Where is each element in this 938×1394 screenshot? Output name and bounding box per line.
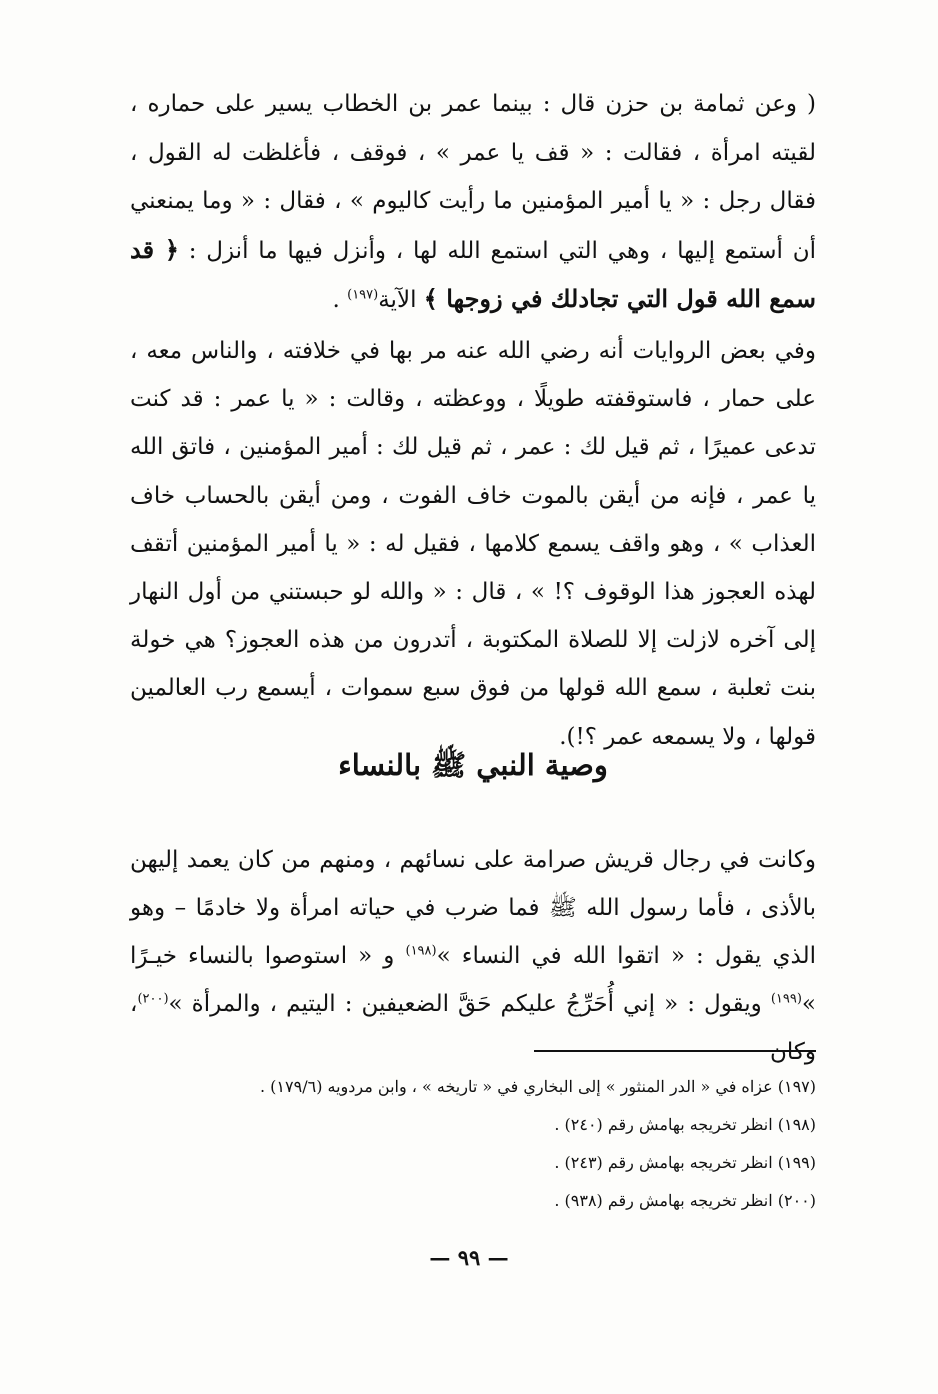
paragraph-text: الآية bbox=[378, 287, 424, 313]
paragraph-text: وكانت في رجال قريش صرامة على نسائهم ، ومنهم من كان يعمد إليهن بالأذى ، فأما رسول الله ﷺ فما ضرب في حياته امرأة ولا خادمًا – وهو الذي يقول : « اتقوا الله في النساء » bbox=[130, 847, 817, 969]
footnote-item: (١٩٨) انظر تخريجه بهامش رقم (٢٤٠) . bbox=[554, 1115, 816, 1134]
paragraph-text: ، وكان bbox=[130, 991, 816, 1065]
footnote-reference: (٢٠٠) bbox=[137, 991, 169, 1007]
paragraph-text: و « استوصوا بالنساء خيـرًا » bbox=[130, 943, 816, 1017]
quran-verse: ﴿ قد سمع الله قول التي تجادلك في زوجها ﴾ bbox=[130, 234, 816, 313]
page-number: — ٩٩ — bbox=[429, 1245, 509, 1270]
footnote-item: (١٩٧) عزاه في « الدر المنثور » إلى البخاري في « تاريخه » ، وابن مردويه (١٧٩/٦) . bbox=[260, 1077, 816, 1096]
paragraph-khawla-story: وفي بعض الروايات أنه رضي الله عنه مر بها في خلافته ، والناس معه ، على حمار ، فاستوقفته طويلًا ، ووعظته ، وقالت : « يا عمر : قد كنت تدعى عميرًا ، ثم قيل لك : عمر ، ثم قيل لك : أمير المؤمنين ، فاتق الله يا عمر ، فإنه من أيقن بالموت خاف الفوت ، ومن أيقن بالحساب خاف العذاب » ، وهو واقف يسمع كلامها ، فقيل له : « يا أمير المؤمنين أتقف لهذه العجوز هذا الوقوف ؟! » ، قال : « والله لو حبستني من أول النهار إلى آخره لازلت إلا للصلاة المكتوبة ، أتدرون من هذه العجوز؟ هي خولة بنت ثعلبة ، سمع الله قولها من فوق سبع سموات ، أيسمع رب العالمين قولها ، ولا يسمعه عمر ؟!). bbox=[130, 338, 816, 750]
footnote-item: (٢٠٠) انظر تخريجه بهامش رقم (٩٣٨) . bbox=[554, 1191, 816, 1210]
paragraph-women-advice bbox=[130, 836, 816, 1076]
section-heading: وصية النبي ﷺ بالنساء bbox=[338, 748, 608, 782]
footnote-reference: (١٩٨) bbox=[405, 943, 437, 959]
paragraph-umar-story bbox=[130, 80, 816, 325]
footnote-reference: (١٩٩) bbox=[770, 991, 802, 1007]
footnotes-list bbox=[130, 1068, 816, 1220]
footnote-divider bbox=[534, 1050, 816, 1052]
paragraph-text: . bbox=[332, 287, 348, 313]
paragraph-text: ( وعن ثمامة بن حزن قال : بينما عمر بن الخطاب يسير على حماره ، لقيته امرأة ، فقالت : « قف يا عمر » ، فوقف ، فأغلظت له القول ، فقال رجل : « يا أمير المؤمنين ما رأيت كاليوم » ، فقال : « وما يمنعني أن أستمع إليها ، وهي التي استمع الله لها ، وأنزل فيها ما أنزل : bbox=[130, 91, 816, 264]
footnote-item: (١٩٩) انظر تخريجه بهامش رقم (٢٤٣) . bbox=[554, 1153, 816, 1172]
paragraph-text: ويقول : « إني أُحَرِّجُ عليكم حَقَّ الضعيفين : اليتيم ، والمرأة » bbox=[168, 991, 771, 1017]
footnote-reference: (١٩٧) bbox=[347, 287, 379, 303]
